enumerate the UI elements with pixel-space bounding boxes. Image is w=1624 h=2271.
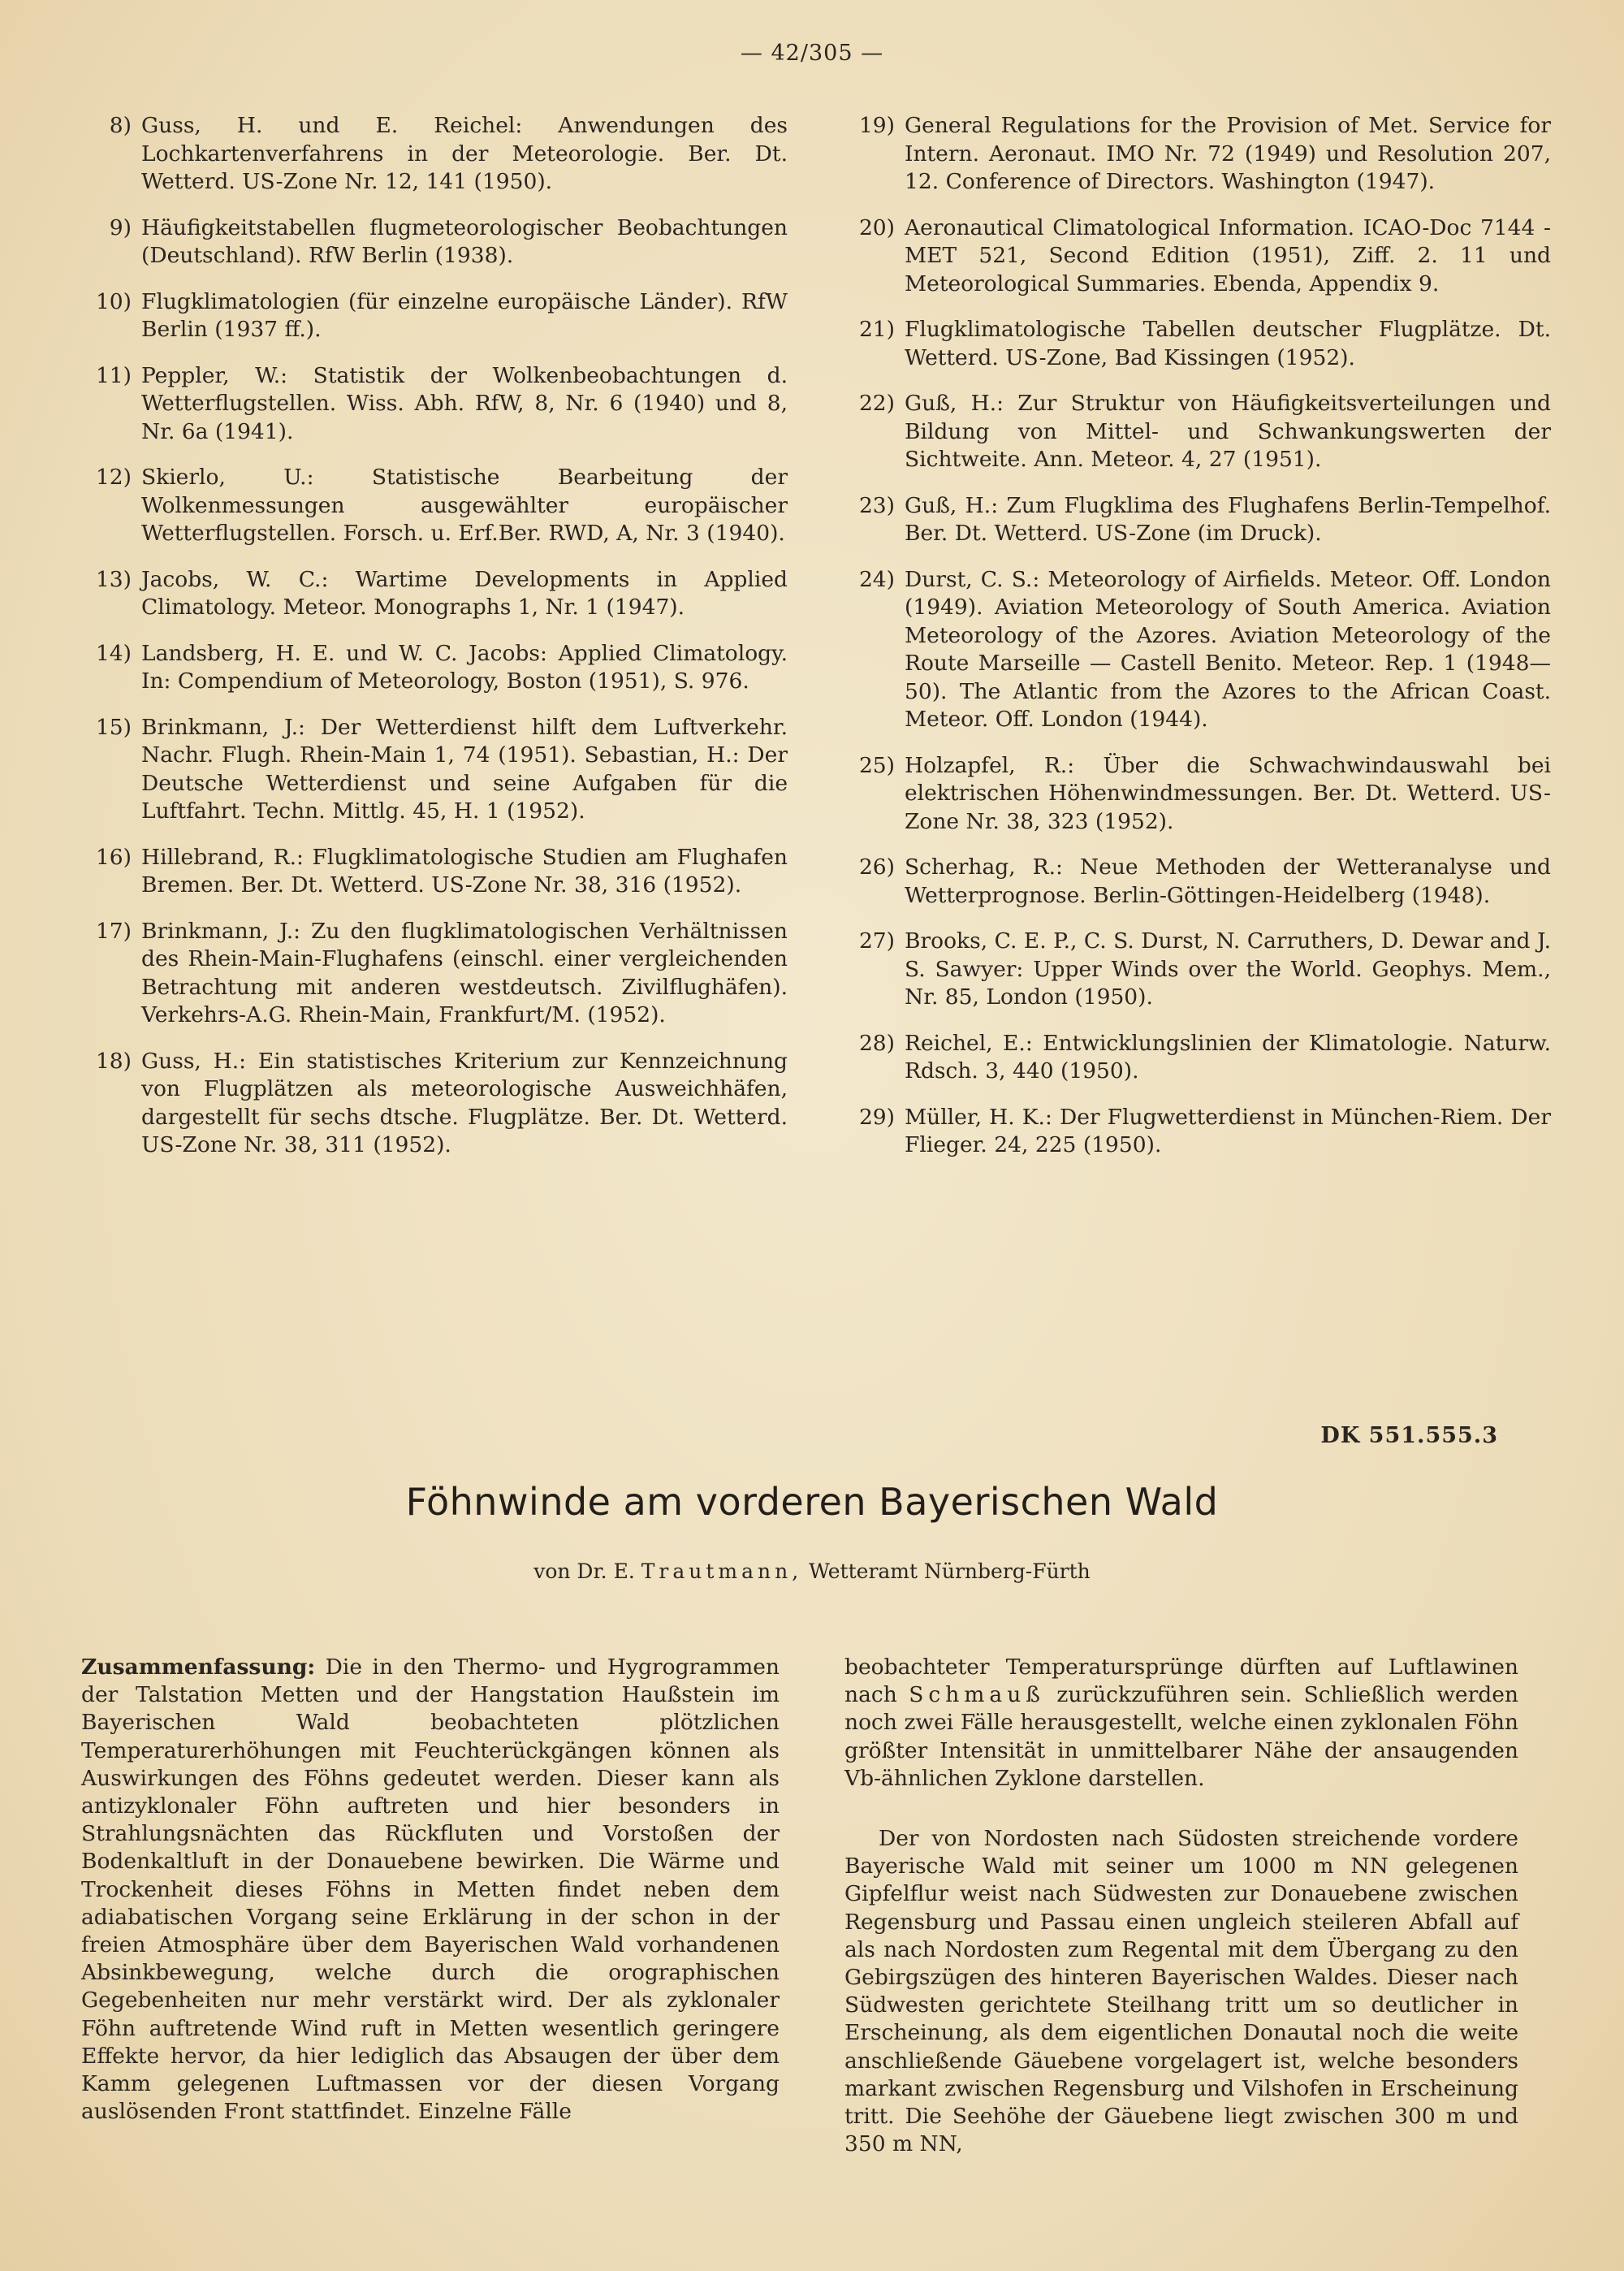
reference-number: 28) <box>858 1030 895 1056</box>
reference-item <box>81 714 788 826</box>
reference-number: 13) <box>95 566 132 592</box>
reference-item <box>844 112 1551 197</box>
cited-author-name: Schmauß <box>909 1682 1045 1708</box>
reference-item <box>844 492 1551 548</box>
intro-paragraph: Der von Nordosten nach Südosten streichende vordere Bayerische Wald mit seiner um 1000 m NN gelegenen Gipfelflur weist nach Südwesten zur Donauebene zwischen Regensburg und Passau einen ungleich steileren Abfall auf als nach Nordosten zum Regental mit dem Übergang zu den Gebirgszügen des hinteren Bayerischen Waldes. Dieser nach Südwesten gerichtete Steilhang tritt um so deutlicher in Erscheinung, als dem eigentlichen Donautal noch die weite anschließende Gäuebene vorgelagert ist, welche besonders markant zwischen Regensburg und Vilshofen in Erscheinung tritt. Die Seehöhe der Gäuebene liegt zwischen 300 m und 350 m NN, <box>844 1826 1518 2157</box>
article-title: Föhnwinde am vorderen Bayerischen Wald <box>405 1480 1219 1524</box>
reference-item <box>844 854 1551 910</box>
reference-text: Müller, H. K.: Der Flugwetterdienst in München-Riem. Der Flieger. 24, 225 (1950). <box>905 1104 1551 1157</box>
reference-item <box>844 316 1551 372</box>
reference-text: Guss, H.: Ein statistisches Kriterium zur Kennzeichnung von Flugplätzen als meteorologische Ausweichhäfen, dargestellt für sechs dtsche. Flugplätze. Ber. Dt. Wetterd. US-Zone Nr. 38, 311 (1952). <box>141 1048 788 1157</box>
reference-number: 16) <box>95 844 132 870</box>
reference-item <box>844 928 1551 1012</box>
abstract-continuation <box>844 1654 1518 1793</box>
article-byline <box>0 1559 1624 1583</box>
reference-item <box>844 214 1551 299</box>
reference-number: 29) <box>858 1104 895 1130</box>
reference-text: Guß, H.: Zum Flugklima des Flughafens Berlin-Tempelhof. Ber. Dt. Wetterd. US-Zone (im Druck). <box>905 492 1551 546</box>
reference-number: 21) <box>858 317 895 342</box>
reference-number: 12) <box>95 465 132 490</box>
reference-number: 27) <box>858 928 895 954</box>
reference-text: Brinkmann, J.: Zu den flugklimatologischen Verhältnissen des Rhein-Main-Flughafens (einschl. einer vergleichenden Betrachtung mit anderen westdeutsch. Zivilflughäfen). Verkehrs-A.G. Rhein-Main, Frankfurt/M. (1952). <box>141 918 788 1027</box>
reference-number: 19) <box>858 113 895 138</box>
article-body-right <box>844 1654 1518 2158</box>
reference-number: 22) <box>858 391 895 416</box>
abstract <box>81 1654 780 2126</box>
reference-item <box>844 566 1551 734</box>
reference-number: 23) <box>858 492 895 518</box>
reference-number: 20) <box>858 214 895 240</box>
reference-item <box>844 1030 1551 1086</box>
abstract-label: Zusammenfassung: <box>81 1655 316 1680</box>
reference-item <box>81 214 788 270</box>
reference-text: Durst, C. S.: Meteorology of Airfields. Meteor. Off. London (1949). Aviation Meteorology of South America. Aviation Meteorology of the Azores. Aviation Meteorology of the Route Marseille — Castell Benito. Meteor. Rep. 1 (1948—50). The Atlantic from the Azores to the African Coast. Meteor. Off. London (1944). <box>905 566 1551 732</box>
reference-item <box>81 1048 788 1160</box>
reference-text: Häufigkeitstabellen flugmeteorologischer Beobachtungen (Deutschland). RfW Berlin (1938). <box>141 214 788 268</box>
references-right-column <box>844 112 1551 1178</box>
byline-prefix: von Dr. E. <box>533 1559 635 1583</box>
references-left-column <box>81 112 788 1178</box>
reference-text: Flugklimatologien (für einzelne europäische Länder). RfW Berlin (1937 ff.). <box>141 288 788 342</box>
reference-text: Peppler, W.: Statistik der Wolkenbeobachtungen d. Wetterflugstellen. Wiss. Abh. RfW, 8, Nr. 6 (1940) und 8, Nr. 6a (1941). <box>141 362 788 444</box>
page-number: — 42/305 — <box>740 41 884 66</box>
reference-text: Guß, H.: Zur Struktur von Häufigkeitsverteilungen und Bildung von Mittel- und Schwankungswerten der Sichtweite. Ann. Meteor. 4, 27 (1951). <box>905 391 1551 472</box>
reference-number: 17) <box>95 918 132 944</box>
reference-item <box>81 288 788 344</box>
reference-text: Landsberg, H. E. und W. C. Jacobs: Applied Climatology. In: Compendium of Meteorology, Boston (1951), S. 976. <box>141 640 788 694</box>
dk-classification: DK 551.555.3 <box>1320 1423 1498 1448</box>
reference-number: 18) <box>95 1048 132 1074</box>
continuation-text-after: zurückzuführen sein. Schließlich werden noch zwei Fälle herausgestellt, welche einen zyklonalen Föhn größter Intensität in unmittelbarer Nähe der ansaugenden Vb-ähnlichen Zyklone darstellen. <box>844 1682 1518 1791</box>
abstract-text: Die in den Thermo- und Hygrogrammen der Talstation Metten und der Hangstation Haußstein im Bayerischen Wald beobachteten plötzlichen Temperaturerhöhungen mit Feuchterückgängen können als Auswirkungen des Föhns gedeutet werden. Dieser kann als antizyklonaler Föhn auftreten und hier besonders in Strahlungsnächten das Rückfluten und Vorstoßen der Bodenkaltluft in der Donauebene bewirken. Die Wärme und Trockenheit dieses Föhns in Metten findet neben dem adiabatischen Vorgang seine Erklärung in der schon in der freien Atmosphäre über dem Bayerischen Wald vorhandenen Absinkbewegung, welche durch die orographischen Gegebenheiten nur mehr verstärkt wird. Der als zyklonaler Föhn auftretende Wind ruft in Metten wesentlich geringere Effekte hervor, da hier lediglich das Absaugen der über dem Kamm gelegenen Luftmassen vor der diesen Vorgang auslösenden Front stattfindet. Einzelne Fälle <box>81 1655 780 2125</box>
reference-item <box>81 112 788 197</box>
reference-text: Scherhag, R.: Neue Methoden der Wetteranalyse und Wetterprognose. Berlin-Göttingen-Heidelberg (1948). <box>905 854 1551 908</box>
reference-number: 11) <box>95 362 132 388</box>
reference-text: General Regulations for the Provision of Met. Service for Intern. Aeronaut. IMO Nr. 72 (1949) und Resolution 207, 12. Conference of Directors. Washington (1947). <box>905 113 1551 194</box>
reference-item <box>81 918 788 1030</box>
reference-text: Guss, H. und E. Reichel: Anwendungen des Lochkartenverfahrens in der Meteorologie. Ber. Dt. Wetterd. US-Zone Nr. 12, 141 (1950). <box>141 113 788 194</box>
author-name: Trautmann, <box>641 1559 803 1583</box>
reference-item <box>844 1104 1551 1160</box>
reference-text: Hillebrand, R.: Flugklimatologische Studien am Flughafen Bremen. Ber. Dt. Wetterd. US-Zone Nr. 38, 316 (1952). <box>141 844 788 898</box>
reference-text: Holzapfel, R.: Über die Schwachwindauswahl bei elektrischen Höhenwindmessungen. Ber. Dt. Wetterd. US-Zone Nr. 38, 323 (1952). <box>905 752 1551 834</box>
reference-text: Flugklimatologische Tabellen deutscher Flugplätze. Dt. Wetterd. US-Zone, Bad Kissingen (1952). <box>905 317 1551 370</box>
reference-number: 26) <box>858 854 895 880</box>
reference-text: Reichel, E.: Entwicklungslinien der Klimatologie. Naturw. Rdsch. 3, 440 (1950). <box>905 1030 1551 1084</box>
reference-item <box>81 844 788 900</box>
continuation-text-before: beobachteter Temperatursprünge dürften auf Luftlawinen nach <box>844 1655 1518 1708</box>
reference-item <box>844 752 1551 837</box>
reference-item <box>81 362 788 447</box>
reference-item <box>81 464 788 548</box>
reference-number: 14) <box>95 640 132 666</box>
reference-number: 8) <box>109 113 132 138</box>
reference-text: Aeronautical Climatological Information. ICAO-Doc 7144 - MET 521, Second Edition (1951), Ziff. 2. 11 und Meteorological Summaries. Ebenda, Appendix 9. <box>905 214 1551 296</box>
reference-number: 25) <box>858 752 895 778</box>
reference-item <box>81 640 788 696</box>
reference-number: 10) <box>95 288 132 314</box>
reference-item <box>81 566 788 622</box>
byline-affiliation: Wetteramt Nürnberg-Fürth <box>809 1559 1091 1583</box>
reference-number: 9) <box>109 214 132 240</box>
reference-text: Jacobs, W. C.: Wartime Developments in Applied Climatology. Meteor. Monographs 1, Nr. 1 (1947). <box>141 566 788 620</box>
reference-number: 15) <box>95 714 132 740</box>
reference-text: Brinkmann, J.: Der Wetterdienst hilft dem Luftverkehr. Nachr. Flugh. Rhein-Main 1, 74 (1951). Sebastian, H.: Der Deutsche Wetterdienst und seine Aufgaben für die Luftfahrt. Techn. Mittlg. 45, H. 1 (1952). <box>141 714 788 824</box>
reference-item <box>844 390 1551 474</box>
reference-text: Skierlo, U.: Statistische Bearbeitung der Wolkenmessungen ausgewählter europäischer Wetterflugstellen. Forsch. u. Erf.Ber. RWD, A, Nr. 3 (1940). <box>141 465 788 546</box>
reference-text: Brooks, C. E. P., C. S. Durst, N. Carruthers, D. Dewar and J. S. Sawyer: Upper Winds over the World. Geophys. Mem., Nr. 85, London (1950). <box>905 928 1551 1010</box>
reference-number: 24) <box>858 566 895 592</box>
